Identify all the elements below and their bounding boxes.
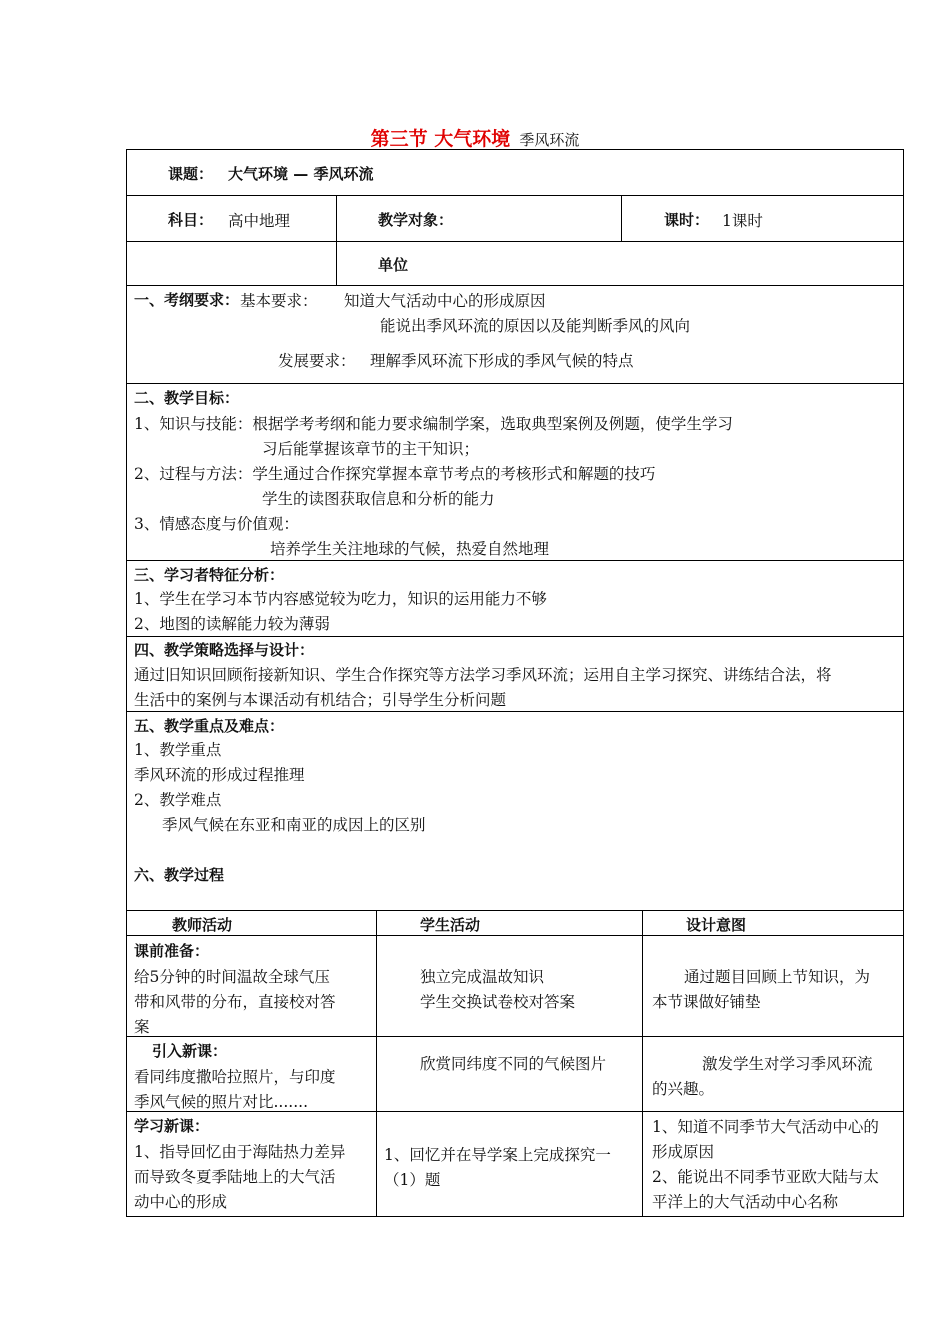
- row-intent-line: 平洋上的大气活动中心名称: [652, 1193, 839, 1211]
- row-intent-line: 本节课做好铺垫: [652, 993, 761, 1011]
- exam-heading: 一、考纲要求：: [134, 291, 240, 309]
- row-intent-line: 形成原因: [652, 1143, 715, 1161]
- divider: [126, 910, 903, 911]
- subject-label: 科目：: [168, 211, 214, 229]
- document-title: [0, 124, 950, 151]
- divider: [126, 195, 903, 196]
- hours-label: 课时：: [664, 211, 710, 229]
- course-value: 大气环境 — 季风环流: [228, 165, 374, 183]
- exam-basic-2: 能说出季风环流的原因以及能判断季风的风向: [380, 317, 691, 335]
- row-teacher-line: 季风气候的照片对比.......: [134, 1093, 308, 1111]
- row-teacher-title: 引入新课：: [152, 1042, 228, 1060]
- row-teacher-line: 案: [134, 1018, 150, 1036]
- row-student-line: 独立完成温故知识: [420, 968, 545, 986]
- divider: [126, 285, 903, 286]
- keypoints-heading: 五、教学重点及难点：: [134, 717, 285, 735]
- process-heading: 六、教学过程: [134, 866, 225, 884]
- row-student-line: （1）题: [384, 1171, 441, 1189]
- row-teacher-line: 看同纬度撒哈拉照片，与印度: [134, 1068, 336, 1086]
- exam-develop-1: 理解季风环流下形成的季风气候的特点: [370, 352, 634, 370]
- subject-value: 高中地理: [228, 212, 291, 230]
- audience-label: 教学对象：: [378, 211, 454, 229]
- row-teacher-line: 而导致冬夏季陆地上的大气活: [134, 1168, 336, 1186]
- row-teacher-line: 1、指导回忆由于海陆热力差异: [134, 1143, 346, 1161]
- strategy-line: 通过旧知识回顾衔接新知识、学生合作探究等方法学习季风环流；运用自主学习探究、讲练结合法，将: [134, 666, 832, 684]
- unit-label: 单位: [378, 256, 409, 274]
- keypoints-line: 2、教学难点: [134, 791, 222, 809]
- divider: [642, 910, 643, 1216]
- divider: [126, 241, 903, 242]
- goals-line: 3、情感态度与价值观：: [134, 515, 299, 533]
- header-student: 学生活动: [420, 916, 481, 934]
- keypoints-line: 季风环流的形成过程推理: [134, 766, 305, 784]
- divider: [336, 195, 337, 285]
- divider: [376, 910, 377, 1216]
- divider: [126, 383, 903, 384]
- row-student-line: 1、回忆并在导学案上完成探究一: [384, 1146, 611, 1164]
- divider: [126, 560, 903, 561]
- divider: [621, 195, 622, 241]
- header-teacher: 教师活动: [172, 916, 233, 934]
- row-student-line: 欣赏同纬度不同的气候图片: [420, 1055, 607, 1073]
- learners-line: 1、学生在学习本节内容感觉较为吃力，知识的运用能力不够: [134, 590, 547, 608]
- row-teacher-title: 学习新课：: [134, 1117, 210, 1135]
- learners-heading: 三、学习者特征分析：: [134, 566, 285, 584]
- row-intent-line: 1、知道不同季节大气活动中心的: [652, 1118, 879, 1136]
- title-sub: 季风环流: [519, 131, 580, 149]
- divider: [126, 711, 903, 712]
- learners-line: 2、地图的读解能力较为薄弱: [134, 615, 330, 633]
- divider: [126, 636, 903, 637]
- exam-basic-label: 基本要求：: [240, 292, 318, 310]
- row-intent-line: 2、能说出不同季节亚欧大陆与太: [652, 1168, 879, 1186]
- course-label: 课题：: [168, 165, 214, 183]
- keypoints-line: 季风气候在东亚和南亚的成因上的区别: [162, 816, 426, 834]
- strategy-line: 生活中的案例与本课活动有机结合；引导学生分析问题: [134, 691, 507, 709]
- header-intent: 设计意图: [686, 916, 747, 934]
- row-teacher-line: 带和风带的分布，直接校对答: [134, 993, 336, 1011]
- row-teacher-line: 动中心的形成: [134, 1193, 228, 1211]
- exam-basic-1: 知道大气活动中心的形成原因: [344, 292, 546, 310]
- row-student-line: 学生交换试卷校对答案: [420, 993, 576, 1011]
- keypoints-line: 1、教学重点: [134, 741, 222, 759]
- title-main: 第三节 大气环境: [370, 128, 511, 150]
- hours-value: 1课时: [722, 212, 763, 230]
- goals-heading: 二、教学目标：: [134, 389, 240, 407]
- goals-line: 习后能掌握该章节的主干知识；: [262, 440, 480, 458]
- row-intent-line: 通过题目回顾上节知识，为: [684, 968, 871, 986]
- row-intent-line: 的兴趣。: [652, 1080, 715, 1098]
- goals-line: 1、知识与技能：根据学考考纲和能力要求编制学案，选取典型案例及例题，使学生学习: [134, 415, 733, 433]
- goals-line: 2、过程与方法：学生通过合作探究掌握本章节考点的考核形式和解题的技巧: [134, 465, 656, 483]
- divider: [126, 935, 903, 936]
- goals-line: 培养学生关注地球的气候，热爱自然地理: [270, 540, 550, 558]
- strategy-heading: 四、教学策略选择与设计：: [134, 641, 315, 659]
- divider: [126, 1036, 903, 1037]
- goals-line: 学生的读图获取信息和分析的能力: [262, 490, 495, 508]
- row-teacher-title: 课前准备：: [134, 942, 210, 960]
- exam-develop-label: 发展要求：: [278, 352, 356, 370]
- row-teacher-line: 给5分钟的时间温故全球气压: [134, 968, 330, 986]
- row-intent-line: 激发学生对学习季风环流: [702, 1055, 873, 1073]
